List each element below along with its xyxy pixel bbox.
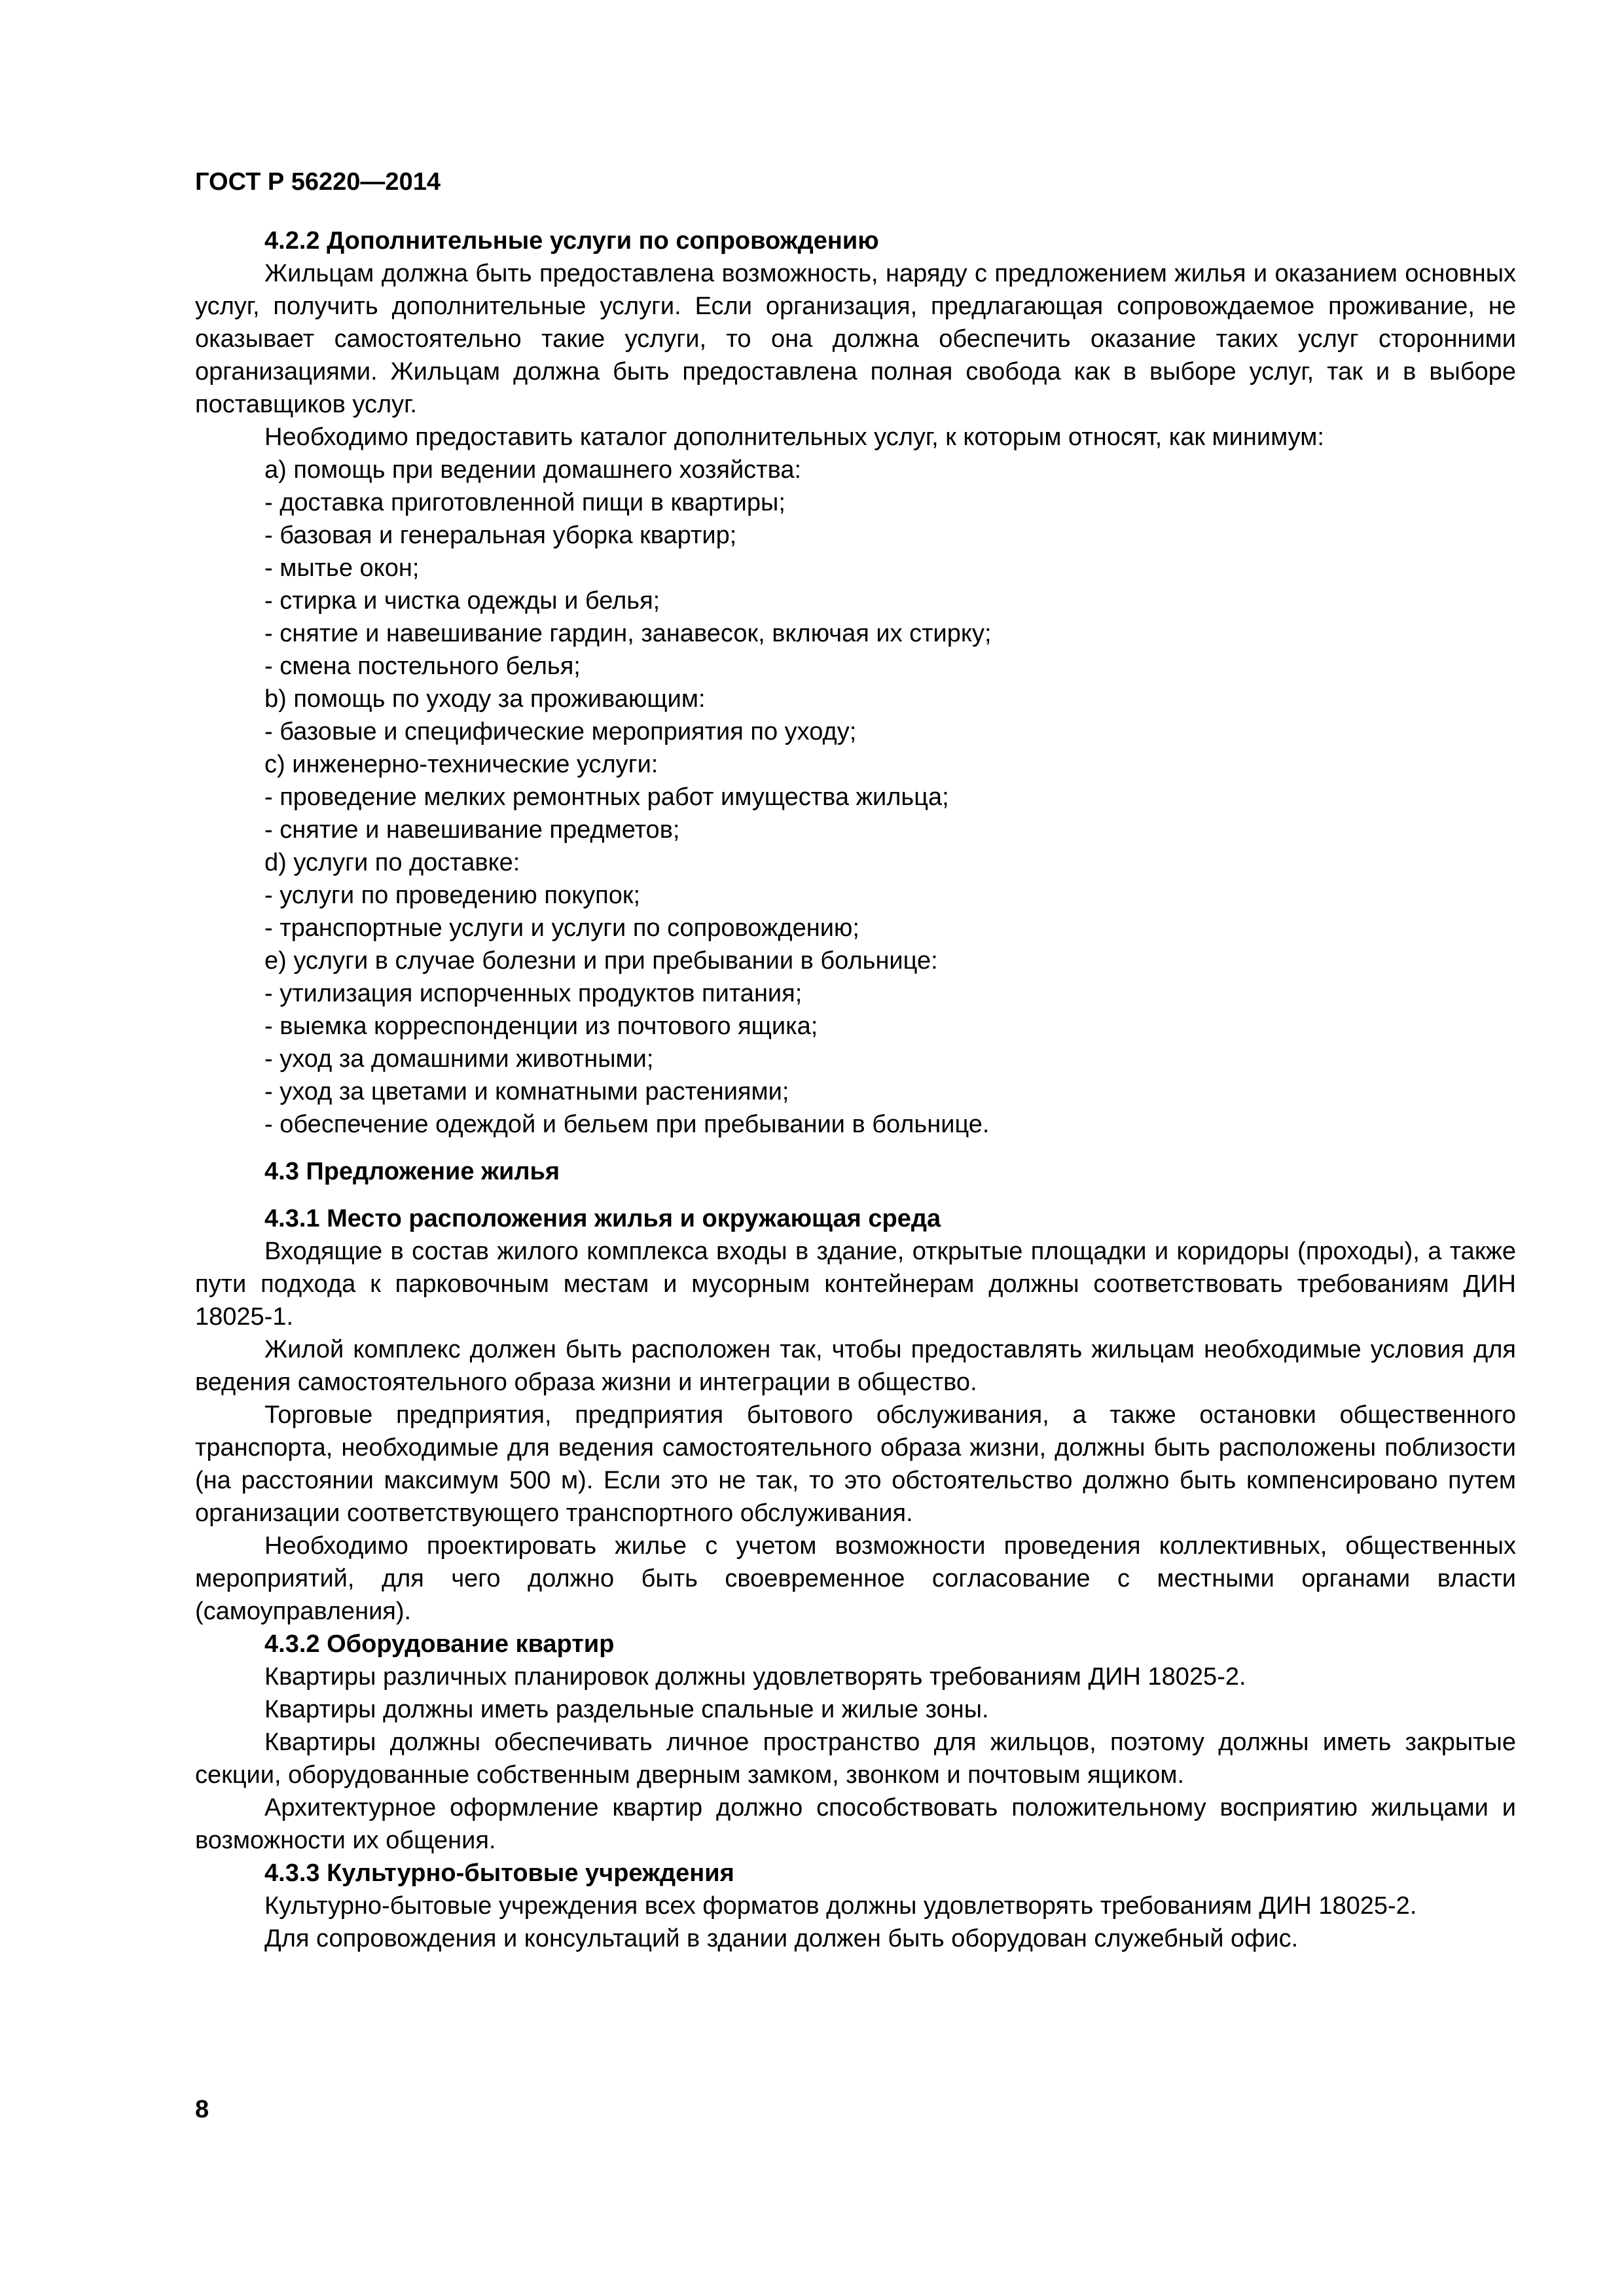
paragraph: Необходимо проектировать жилье с учетом возможности проведения коллективных, общественных мероприятий, для чего должно быть своевременное согласование с местными органами власти (самоуправления).	[195, 1532, 1516, 1625]
list-item: c) инженерно-технические услуги:	[264, 751, 659, 778]
list-item: - смена постельного белья;	[264, 653, 581, 680]
list-item: - уход за цветами и комнатными растениями;	[264, 1078, 789, 1105]
list-item: - транспортные услуги и услуги по сопровождению;	[264, 914, 859, 942]
section-heading-4-3: 4.3 Предложение жилья	[264, 1158, 560, 1185]
list-item: - базовая и генеральная уборка квартир;	[264, 522, 737, 549]
page-content	[195, 224, 1516, 1955]
list-item: - выемка корреспонденции из почтового ящика;	[264, 1013, 818, 1040]
paragraph: Жилой комплекс должен быть расположен так, чтобы предоставлять жильцам необходимые условия для ведения самостоятельного образа жизни и интеграции в общество.	[195, 1336, 1516, 1396]
paragraph: Жильцам должна быть предоставлена возможность, наряду с предложением жилья и оказанием основных услуг, получить дополнительные услуги. Если организация, предлагающая сопровождаемое проживание, не оказывает самостоятельно такие услуги, то она должна обеспечить оказание таких услуг сторонними организациями. Жильцам должна быть предоставлена полная свобода как в выборе услуг, так и в выборе поставщиков услуг.	[195, 260, 1516, 418]
list-item: - уход за домашними животными;	[264, 1045, 654, 1073]
paragraph: Квартиры различных планировок должны удовлетворять требованиям ДИН 18025-2.	[264, 1663, 1246, 1691]
list-item: - стирка и чистка одежды и белья;	[264, 587, 660, 615]
services-list	[195, 454, 1516, 1141]
list-item: - проведение мелких ремонтных работ имущества жильца;	[264, 783, 949, 811]
list-item: - базовые и специфические мероприятия по уходу;	[264, 718, 857, 745]
section-heading-4-3-3: 4.3.3 Культурно-бытовые учреждения	[264, 1859, 734, 1887]
paragraph: Для сопровождения и консультаций в здании должен быть оборудован служебный офис.	[264, 1925, 1299, 1952]
list-item: - мытье окон;	[264, 554, 420, 582]
paragraph: Необходимо предоставить каталог дополнительных услуг, к которым относят, как минимум:	[264, 423, 1324, 451]
section-heading-4-3-1: 4.3.1 Место расположения жилья и окружающая среда	[264, 1205, 941, 1232]
list-item: b) помощь по уходу за проживающим:	[264, 685, 706, 713]
list-item: a) помощь при ведении домашнего хозяйства:	[264, 456, 802, 484]
list-item: d) услуги по доставке:	[264, 849, 520, 876]
paragraph: Квартиры должны иметь раздельные спальные и жилые зоны.	[264, 1696, 989, 1723]
paragraph: Архитектурное оформление квартир должно способствовать положительному восприятию жильцами и возможности их общения.	[195, 1794, 1516, 1854]
list-item: - утилизация испорченных продуктов питания;	[264, 980, 803, 1007]
list-item: - услуги по проведению покупок;	[264, 882, 641, 909]
list-item: - снятие и навешивание предметов;	[264, 816, 680, 844]
paragraph: Квартиры должны обеспечивать личное пространство для жильцов, поэтому должны иметь закрытые секции, оборудованные собственным дверным замком, звонком и почтовым ящиком.	[195, 1729, 1516, 1789]
document-header: ГОСТ Р 56220—2014	[195, 168, 441, 196]
paragraph: Торговые предприятия, предприятия бытового обслуживания, а также остановки общественного транспорта, необходимые для ведения самостоятельного образа жизни, должны быть расположены поблизости (на расстоянии максимум 500 м). Если это не так, то это обстоятельство должно быть компенсировано путем организации соответствующего транспортного обслуживания.	[195, 1401, 1516, 1527]
paragraph: Входящие в состав жилого комплекса входы в здание, открытые площадки и коридоры (проходы), а также пути подхода к парковочным местам и мусорным контейнерам должны соответствовать требованиям ДИН 18025-1.	[195, 1238, 1516, 1331]
list-item: e) услуги в случае болезни и при пребывании в больнице:	[264, 947, 938, 975]
section-heading-4-2-2: 4.2.2 Дополнительные услуги по сопровождению	[264, 227, 879, 255]
list-item: - доставка приготовленной пищи в квартиры;	[264, 489, 785, 516]
list-item: - обеспечение одеждой и бельем при пребывании в больнице.	[264, 1111, 990, 1138]
section-heading-4-3-2: 4.3.2 Оборудование квартир	[264, 1630, 615, 1658]
page-number: 8	[195, 2096, 209, 2123]
list-item: - снятие и навешивание гардин, занавесок, включая их стирку;	[264, 620, 992, 647]
paragraph: Культурно-бытовые учреждения всех форматов должны удовлетворять требованиям ДИН 18025-2.	[264, 1892, 1417, 1920]
